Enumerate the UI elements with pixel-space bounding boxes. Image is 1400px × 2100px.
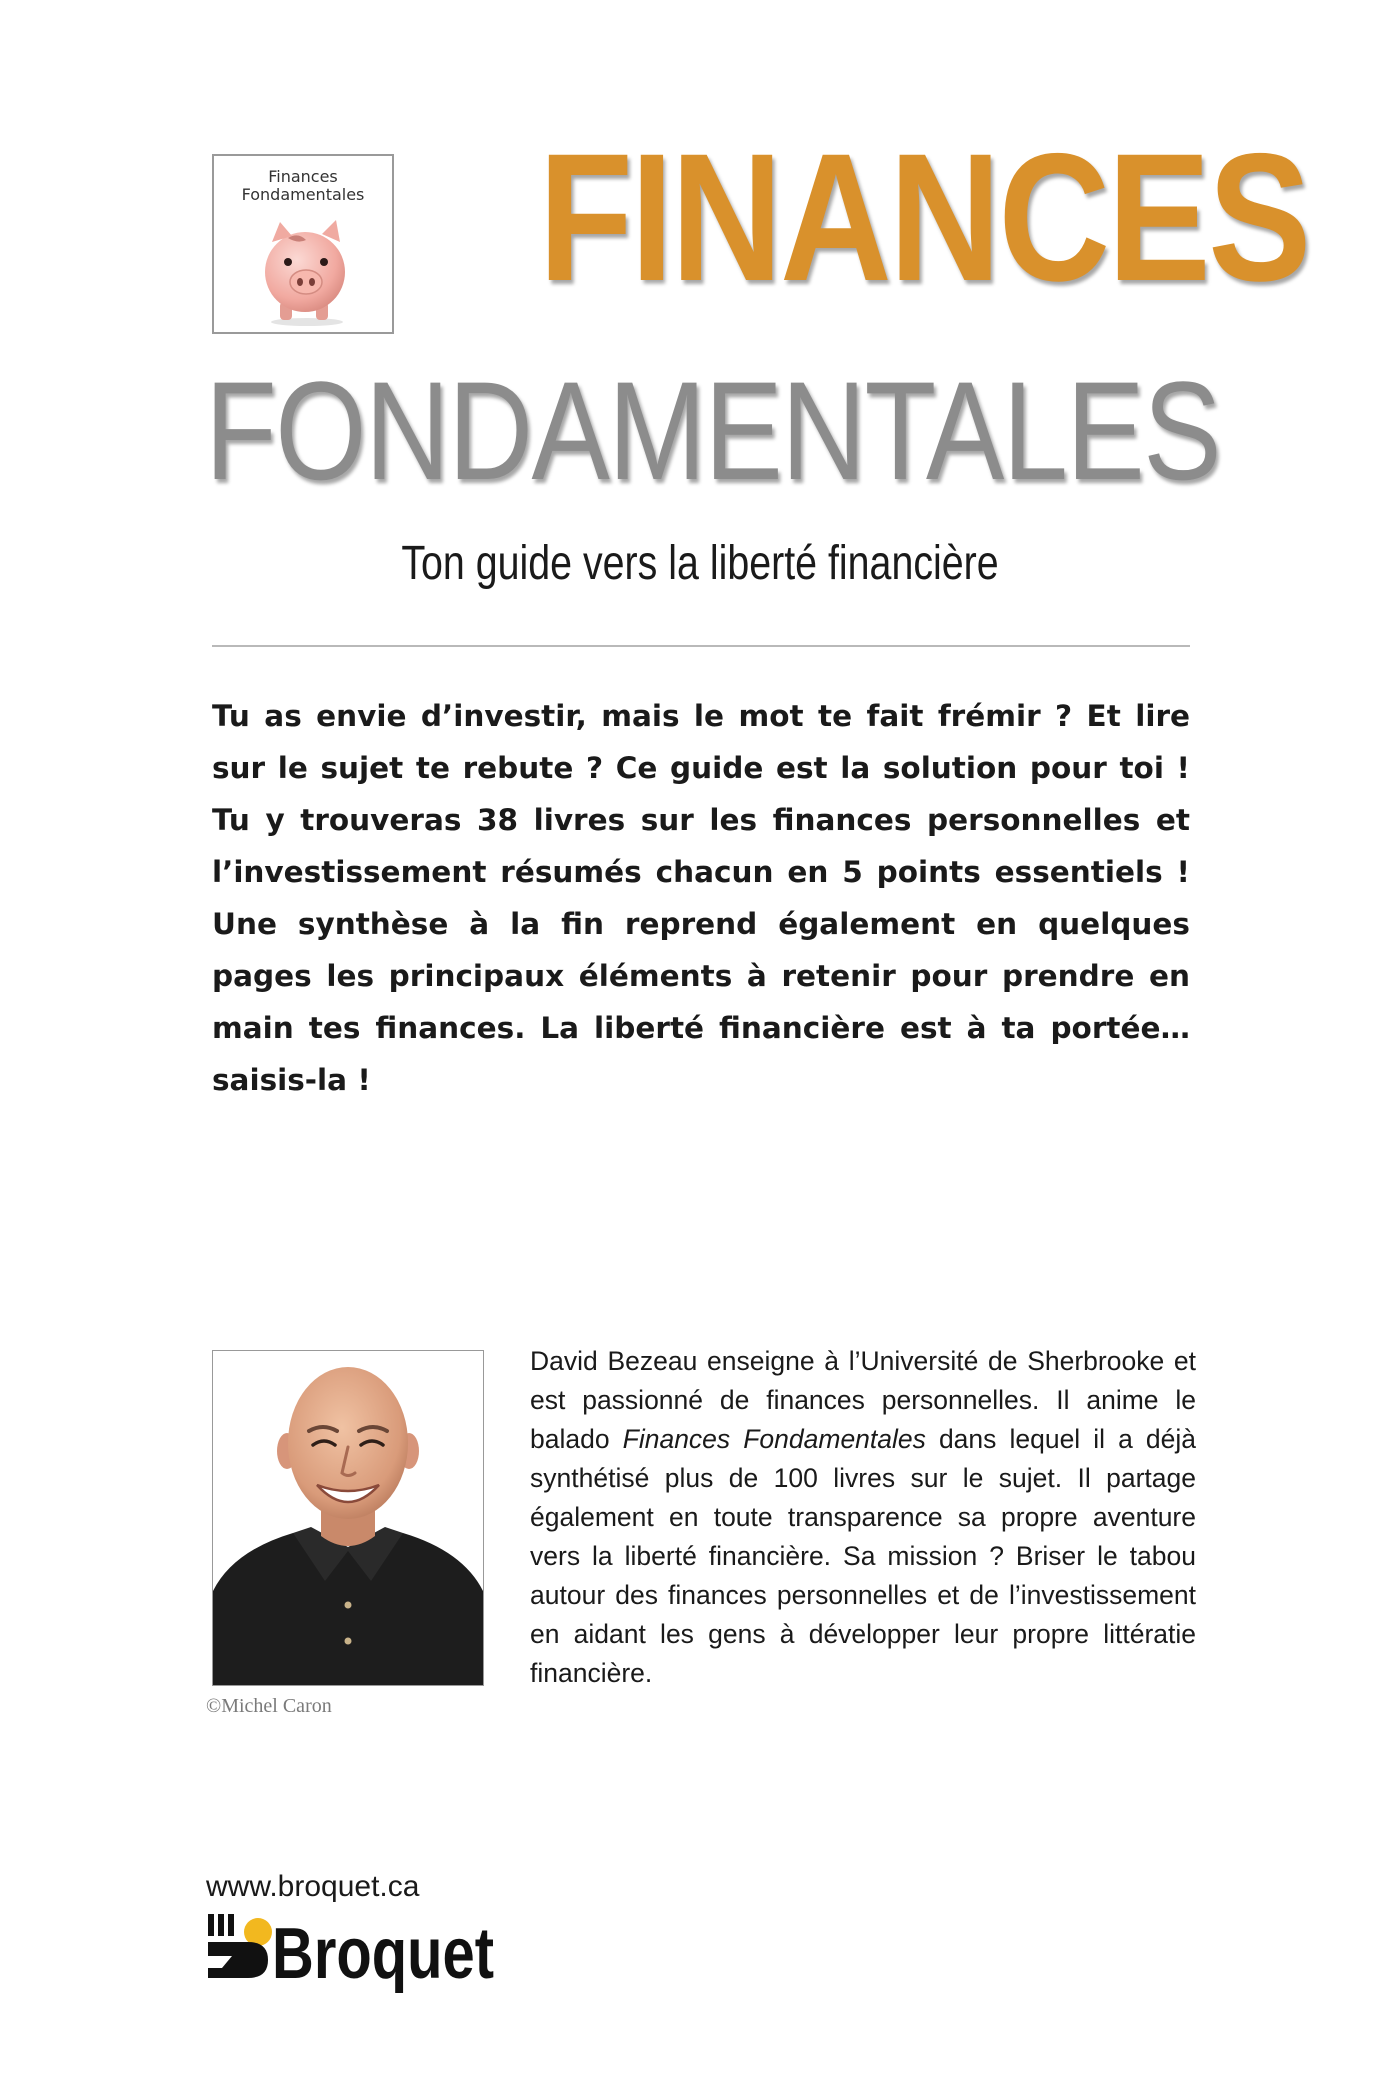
publisher-website[interactable]: www.broquet.ca	[206, 1870, 420, 1903]
book-title-line1: FINANCES	[538, 115, 1309, 319]
author-photo	[212, 1350, 484, 1686]
divider	[212, 645, 1190, 647]
book-subtitle: Ton guide vers la liberté financière	[401, 537, 999, 590]
back-cover-blurb: Tu as envie d’investir, mais le mot te fait frémir ? Et lire sur le sujet te rebute ? Ce guide est la solution pour toi ! Tu y trouveras 38 livres sur les finances personnelles et l’investissement résumés chacun en 5 points essentiels ! Une synthèse à la fin reprend également en quelques pages les principaux éléments à retenir pour prendre en main tes finances. La liberté financière est à ta portée… saisis-la !	[212, 699, 1190, 1097]
publisher-name: Broquet	[272, 1914, 495, 1994]
author-bio-podcast-title: Finances Fondamentales	[622, 1424, 926, 1454]
book-title-line2: FONDAMENTALES	[205, 352, 1220, 509]
broquet-logo-icon	[208, 1914, 272, 1978]
author-bio	[530, 1342, 1196, 1693]
publisher-logo	[208, 1912, 498, 1992]
author-bio-text-2: dans lequel il a déjà synthétisé plus de 100 livres sur le sujet. Il partage également en toute transparence sa propre aventure vers la liberté financière. Sa mission ? Briser le tabou autour des finances personnelles et de l’investissement en aidant les gens à développer leur propre littératie financière.	[530, 1424, 1196, 1688]
podcast-thumbnail-title: Finances Fondamentales	[241, 167, 365, 204]
podcast-thumbnail	[212, 154, 394, 334]
author-bio-text-1: David Bezeau enseigne à l’Université de Sherbrooke et est passionné de finances personnelles. Il anime le balado	[530, 1346, 1196, 1454]
piggy-bank-icon	[250, 214, 360, 326]
photo-credit: ©Michel Caron	[206, 1695, 332, 1717]
